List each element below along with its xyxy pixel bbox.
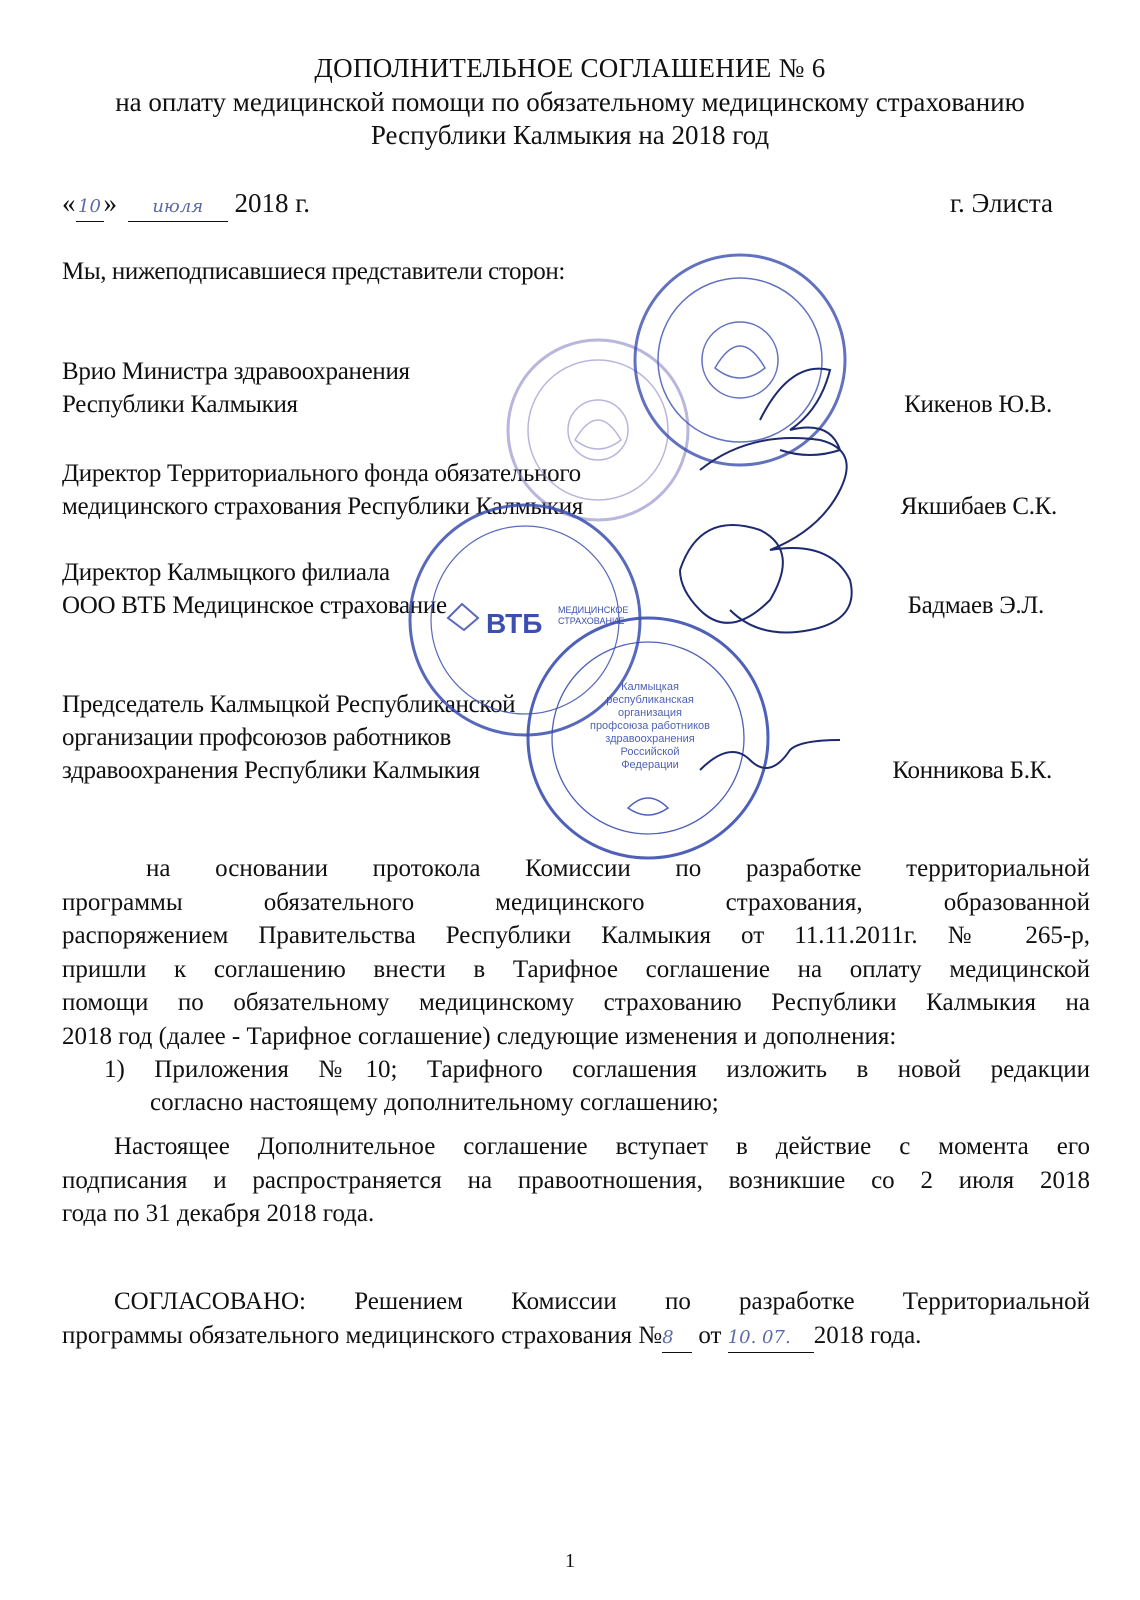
- agreed-text: 2018 года.: [813, 1321, 922, 1349]
- party-union: [62, 688, 515, 787]
- union-seal-line: Российской: [620, 746, 680, 758]
- union-seal-line: здравоохранения: [605, 733, 695, 745]
- signature-fund-director-icon: [700, 438, 852, 633]
- party-name-union: Конникова Б.К.: [892, 757, 1052, 784]
- paragraph-line: 2018 год (далее - Тарифное соглашение) следующие изменения и дополнения:: [62, 1022, 897, 1050]
- paragraph-line: года по 31 декабря 2018 года.: [62, 1200, 375, 1227]
- vtb-subtitle-2: СТРАХОВАНИЕ: [558, 616, 625, 626]
- date-line: [62, 186, 310, 222]
- paragraph-line: пришли к соглашению внести в Тарифное соглашение на оплату медицинской: [62, 955, 1090, 983]
- amendment-item-1: [104, 1053, 1090, 1119]
- paragraph-line: на основании протокола Комиссии по разработке территориальной: [146, 855, 1090, 882]
- union-seal-line: Федерации: [621, 759, 679, 771]
- city: г. Элиста: [949, 188, 1053, 218]
- party-ministry: [62, 355, 410, 421]
- fund-seal-icon: [635, 255, 845, 465]
- union-seal-icon: [528, 618, 768, 858]
- party-title-line: Республики Калмыкия: [62, 391, 298, 418]
- intro-text: Мы, нижеподписавшиеся представители сторон:: [62, 258, 565, 285]
- agreed-text: программы обязательного медицинского страхования №: [62, 1321, 663, 1349]
- document-subtitle-line2: Республики Калмыкия на 2018 год: [370, 120, 770, 150]
- paragraph-line: Настоящее Дополнительное соглашение вступает в действие с момента его: [114, 1133, 1090, 1160]
- signature-minister-icon: [760, 369, 840, 455]
- party-title-line: здравоохранения Республики Калмыкия: [62, 757, 480, 784]
- paragraph-line: СОГЛАСОВАНО: Решением Комиссии по разработке Территориальной: [114, 1288, 1090, 1315]
- effective-paragraph: [62, 1130, 1090, 1231]
- agreed-date: 10. 07.: [728, 1324, 814, 1353]
- party-vtb: [62, 556, 447, 622]
- party-title-line: Врио Министра здравоохранения: [62, 358, 410, 385]
- list-item-line: 1) Приложения №10; Тарифного соглашения изложить в новой редакции: [104, 1056, 1090, 1083]
- vtb-subtitle-1: МЕДИЦИНСКОЕ: [558, 605, 629, 615]
- union-seal-line: Калмыцкая: [621, 681, 679, 693]
- paragraph-line: распоряжением Правительства Республики Калмыкия от 11.11.2011г. № 265-р,: [62, 922, 1090, 949]
- document-subtitle-line1: на оплату медицинской помощи по обязательному медицинскому страхованию: [115, 87, 1025, 117]
- party-title-line: медицинского страхования Республики Калмыкия: [62, 493, 583, 520]
- agreed-text: от: [692, 1321, 728, 1349]
- party-name-ministry: Кикенов Ю.В.: [904, 391, 1052, 418]
- party-name-vtb: Бадмаев Э.Л.: [907, 592, 1044, 619]
- union-seal-line: профсоюза работников: [589, 720, 711, 732]
- party-title-line: Директор Территориального фонда обязательного: [62, 460, 581, 487]
- list-item-line: согласно настоящему дополнительному соглашению;: [150, 1089, 719, 1116]
- agreed-number: 8: [662, 1324, 692, 1353]
- party-title-line: Директор Калмыцкого филиала: [62, 559, 390, 586]
- party-title-line: организации профсоюзов работников: [62, 724, 452, 751]
- open-quote: «: [62, 188, 76, 218]
- close-quote: »: [103, 188, 117, 218]
- paragraph-line: подписания и распространяется на правоотношения, возникшие со 2 июля 2018: [62, 1166, 1090, 1194]
- main-paragraph: [62, 852, 1090, 1053]
- party-fund: [62, 457, 583, 523]
- party-title-line: ООО ВТБ Медицинское страхование: [62, 592, 447, 619]
- union-seal-line: организация: [618, 707, 682, 719]
- date-month: июля: [128, 193, 228, 222]
- party-title-line: Председатель Калмыцкой Республиканской: [62, 691, 516, 718]
- date-year: 2018 г.: [234, 188, 311, 218]
- page-number: 1: [565, 1550, 575, 1572]
- signature-vtb-director-icon: [680, 525, 783, 623]
- paragraph-line: помощи по обязательному медицинскому страхованию Республики Калмыкия на: [62, 989, 1090, 1016]
- paragraph-line: [62, 1319, 1090, 1353]
- vtb-brand: ВТБ: [486, 608, 543, 639]
- paragraph-line: программы обязательного медицинского страхования, образованной: [62, 888, 1090, 916]
- date-day: 10: [76, 193, 104, 222]
- union-seal-line: республиканская: [606, 694, 694, 706]
- agreed-paragraph: [62, 1285, 1090, 1353]
- party-name-fund: Якшибаев С.К.: [900, 493, 1057, 520]
- signature-union-chair-icon: [700, 740, 840, 770]
- document-title: ДОПОЛНИТЕЛЬНОЕ СОГЛАШЕНИЕ № 6: [314, 53, 826, 83]
